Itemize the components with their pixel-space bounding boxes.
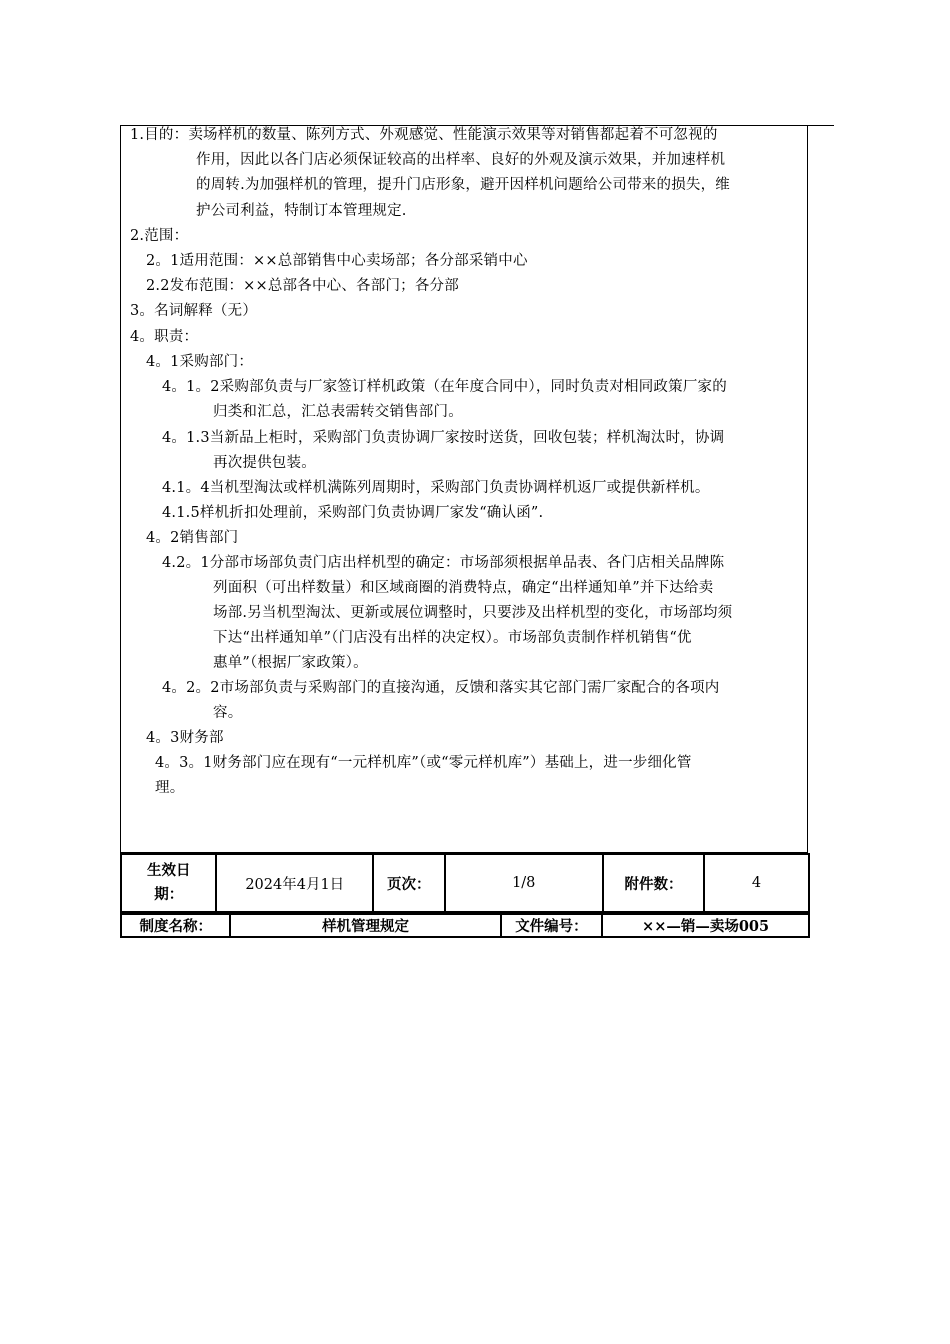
policy-name-value: 样机管理规定: [230, 914, 500, 937]
text-line: 2。1适用范围：××总部销售中心卖场部；各分部采销中心: [146, 253, 528, 269]
text-line: 2.2发布范围：××总部各中心、各部门；各分部: [146, 278, 459, 294]
text-line: 4。职责：: [130, 329, 199, 345]
text-line: 4。1.3当新品上柜时，采购部门负责协调厂家按时送货，回收包装；样机淘汰时，协调: [162, 430, 725, 446]
footer-policy-table: [120, 913, 810, 938]
text-line: 惠单”（根据厂家政策）。: [213, 655, 368, 671]
text-line: 4。2销售部门: [146, 530, 239, 546]
doc-no-value: ××—销—卖场005: [602, 914, 809, 937]
text-line: 4。1采购部门：: [146, 354, 254, 370]
text-line: 场部.另当机型淘汰、更新或展位调整时，只要涉及出样机型的变化，市场部均须: [213, 605, 733, 621]
text-line: 4。3。1财务部门应在现有“一元样机库”（或“零元样机库”）基础上，进一步细化管: [155, 755, 692, 771]
attachments-label: 附件数：: [603, 854, 704, 912]
text-line: 下达“出样通知单”（门店没有出样的决定权）。市场部负责制作样机销售“优: [213, 630, 692, 646]
text-line: 容。: [213, 705, 243, 721]
text-line: 3。名词解释（无）: [130, 303, 258, 319]
text-line: 护公司利益，特制订本管理规定.: [196, 203, 407, 219]
text-line: 4。1。2采购部负责与厂家签订样机政策（在年度合同中），同时负责对相同政策厂家的: [162, 379, 727, 395]
attachments-value: 4: [704, 854, 809, 912]
text-line: 1.目的：卖场样机的数量、陈列方式、外观感觉、性能演示效果等对销售都起着不可忽视的: [130, 127, 718, 143]
effective-date-value: 2024年4月1日: [216, 854, 373, 912]
top-rule: [808, 125, 834, 126]
page-value: 1/8: [445, 854, 603, 912]
text-line: 4。3财务部: [146, 730, 224, 746]
text-line: 4.1.5样机折扣处理前，采购部门负责协调厂家发“确认函”.: [162, 505, 544, 521]
effective-date-label: 生效日期：: [121, 854, 216, 912]
text-line: 4.1。4当机型淘汰或样机满陈列周期时，采购部门负责协调样机返厂或提供新样机。: [162, 480, 710, 496]
text-line: 4。2。2市场部负责与采购部门的直接沟通，反馈和落实其它部门需厂家配合的各项内: [162, 680, 720, 696]
text-line: 理。: [155, 780, 185, 796]
text-line: 4.2。1分部市场部负责门店出样机型的确定：市场部须根据单品表、各门店相关品牌陈: [162, 555, 725, 571]
text-line: 作用，因此以各门店必须保证较高的出样率、良好的外观及演示效果，并加速样机: [196, 152, 726, 168]
footer-info-table: [120, 853, 810, 913]
doc-no-label: 文件编号：: [501, 914, 603, 937]
page-label: 页次：: [373, 854, 445, 912]
text-line: 2.范围：: [130, 228, 189, 244]
text-line: 归类和汇总，汇总表需转交销售部门。: [213, 404, 463, 420]
policy-name-label: 制度名称：: [121, 914, 230, 937]
text-line: 再次提供包装。: [213, 455, 316, 471]
text-line: 的周转.为加强样机的管理，提升门店形象，避开因样机问题给公司带来的损失，维: [196, 177, 731, 193]
text-line: 列面积（可出样数量）和区域商圈的消费特点，确定“出样通知单”并下达给卖: [213, 580, 714, 596]
